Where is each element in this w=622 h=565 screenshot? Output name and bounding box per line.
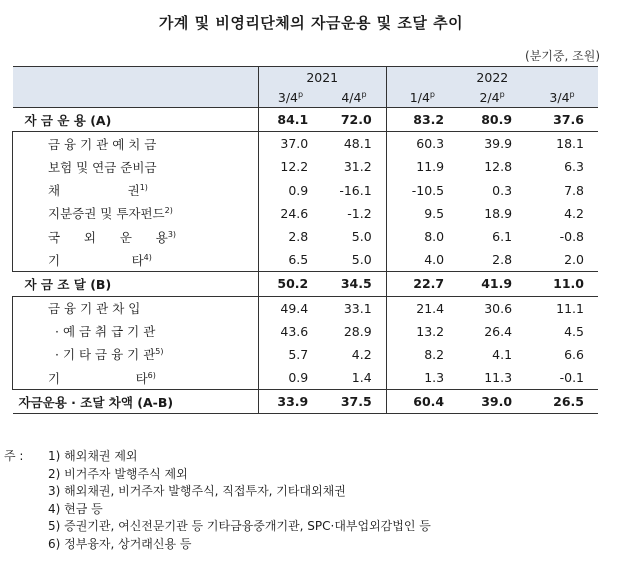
cell-value: 7.8 (564, 182, 584, 198)
cell-value: 43.6 (258, 320, 322, 343)
row-label: 국 외 운 용$^{3)}$ (13, 225, 259, 248)
cell-value: 30.6 (484, 300, 513, 316)
cell-value: 4.1 (492, 346, 513, 362)
cell-value: 2.8 (492, 252, 513, 268)
table-row-total (13, 390, 599, 414)
table-row (13, 155, 599, 178)
cell-value: 84.1 (258, 108, 322, 132)
quarter-header: 2/4$^p$ (458, 87, 526, 108)
table-row (13, 225, 599, 248)
cell-value: 72.0 (322, 108, 386, 132)
cell-value: 4.5 (564, 323, 584, 339)
table-row (13, 366, 599, 390)
cell-value: 37.0 (258, 132, 322, 156)
cell-value: 6.3 (564, 159, 584, 175)
table-row (13, 132, 599, 156)
cell-value: 0.9 (258, 179, 322, 202)
cell-value: 83.2 (386, 108, 458, 132)
cell-value: 48.1 (343, 136, 372, 152)
cell-value: 60.3 (386, 132, 458, 156)
table-row (13, 248, 599, 272)
cell-value: -0.8 (559, 229, 584, 245)
year-header-2022: 2022 (386, 67, 598, 88)
table-row (13, 272, 599, 296)
row-label: 채 권$^{1)}$ (13, 179, 259, 202)
row-label: · 기 타 금 융 기 관$^{5)}$ (13, 343, 259, 366)
footnote: 2) 비거주자 발행주식 제외 (48, 466, 188, 481)
row-label: 보험 및 연금 준비금 (13, 155, 259, 178)
cell-value: 22.7 (386, 272, 458, 296)
footnote: 주 : 1) 해외채권 제외 (4, 449, 138, 463)
row-label: 기 타$^{6)}$ (13, 366, 259, 390)
cell-value: 41.9 (458, 272, 526, 296)
cell-value: -16.1 (339, 182, 372, 198)
row-label: 금 융 기 관 차 입 (13, 296, 259, 320)
cell-value: 1.3 (386, 366, 458, 390)
footnote: 3) 해외채권, 비거주자 발행주식, 직접투자, 기타대외채권 (48, 484, 346, 498)
cell-value: 31.2 (343, 159, 372, 175)
row-label: 기 타$^{4)}$ (13, 248, 259, 272)
row-label: 지분증권 및 투자펀드$^{2)}$ (13, 202, 259, 225)
year-header-2021: 2021 (258, 67, 386, 88)
table-row (13, 296, 599, 320)
table-row (13, 179, 599, 202)
cell-value: 39.0 (458, 390, 526, 414)
cell-value: 4.2 (564, 205, 584, 221)
cell-value: 6.5 (258, 248, 322, 272)
cell-value: 11.3 (484, 370, 513, 386)
row-label: 금 융 기 관 예 치 금 (13, 132, 259, 156)
header-corner-lower (13, 87, 259, 108)
cell-value: 49.4 (258, 296, 322, 320)
table-row (13, 202, 599, 225)
cell-value: 1.4 (351, 370, 372, 386)
cell-value: 26.5 (526, 390, 598, 414)
cell-value: 21.4 (386, 296, 458, 320)
cell-value: 5.0 (351, 252, 372, 268)
footnotes (4, 448, 431, 553)
cell-value: 0.9 (258, 366, 322, 390)
cell-value: 37.6 (526, 108, 598, 132)
cell-value: 6.6 (564, 346, 584, 362)
cell-value: 4.0 (386, 248, 458, 272)
cell-value: 0.3 (492, 182, 513, 198)
cell-value: 8.2 (386, 343, 458, 366)
footnote: 5) 증권기관, 여신전문기관 등 기타금융중개기관, SPC·대부업외감법인 등 (48, 519, 431, 533)
cell-value: 6.1 (492, 229, 513, 245)
cell-value: 80.9 (458, 108, 526, 132)
fund-flow-table (12, 66, 598, 414)
cell-value: 28.9 (343, 323, 372, 339)
quarter-header: 3/4$^p$ (526, 87, 598, 108)
cell-value: 11.0 (526, 272, 598, 296)
cell-value: 24.6 (258, 202, 322, 225)
cell-value: 4.2 (351, 346, 372, 362)
cell-value: 5.7 (258, 343, 322, 366)
row-label: 자 금 조 달 (B) (13, 272, 259, 296)
row-label: · 예 금 취 급 기 관 (13, 320, 259, 343)
cell-value: 60.4 (386, 390, 458, 414)
cell-value: 33.1 (343, 300, 372, 316)
table-row (13, 320, 599, 343)
cell-value: 11.9 (386, 155, 458, 178)
footnote: 4) 현금 등 (48, 501, 103, 516)
cell-value: 13.2 (386, 320, 458, 343)
cell-value: 12.2 (258, 155, 322, 178)
cell-value: 18.1 (556, 136, 584, 152)
table-row (13, 343, 599, 366)
cell-value: 12.8 (484, 159, 513, 175)
cell-value: 9.5 (386, 202, 458, 225)
unit-label: (분기중, 조원) (525, 49, 600, 63)
cell-value: -0.1 (559, 370, 584, 386)
quarter-header: 1/4$^p$ (386, 87, 458, 108)
cell-value: -1.2 (347, 205, 372, 221)
cell-value: 2.0 (564, 252, 584, 268)
cell-value: 39.9 (484, 136, 513, 152)
cell-value: 37.5 (322, 390, 386, 414)
quarter-header: 4/4$^p$ (322, 87, 386, 108)
table-title: 가계 및 비영리단체의 자금운용 및 조달 추이 (158, 14, 464, 32)
cell-value: 26.4 (484, 323, 513, 339)
cell-value: 33.9 (258, 390, 322, 414)
footnote: 6) 정부융자, 상거래신용 등 (48, 536, 192, 551)
table-row (13, 108, 599, 132)
cell-value: 34.5 (322, 272, 386, 296)
row-label: 자 금 운 용 (A) (13, 108, 259, 132)
cell-value: -10.5 (386, 179, 458, 202)
cell-value: 50.2 (258, 272, 322, 296)
quarter-header: 3/4$^p$ (258, 87, 322, 108)
header-corner (13, 67, 259, 88)
cell-value: 8.0 (386, 225, 458, 248)
cell-value: 5.0 (351, 229, 372, 245)
cell-value: 18.9 (484, 205, 513, 221)
cell-value: 11.1 (556, 300, 584, 316)
row-label: 자금운용 · 조달 차액 (A-B) (13, 390, 259, 414)
cell-value: 2.8 (258, 225, 322, 248)
